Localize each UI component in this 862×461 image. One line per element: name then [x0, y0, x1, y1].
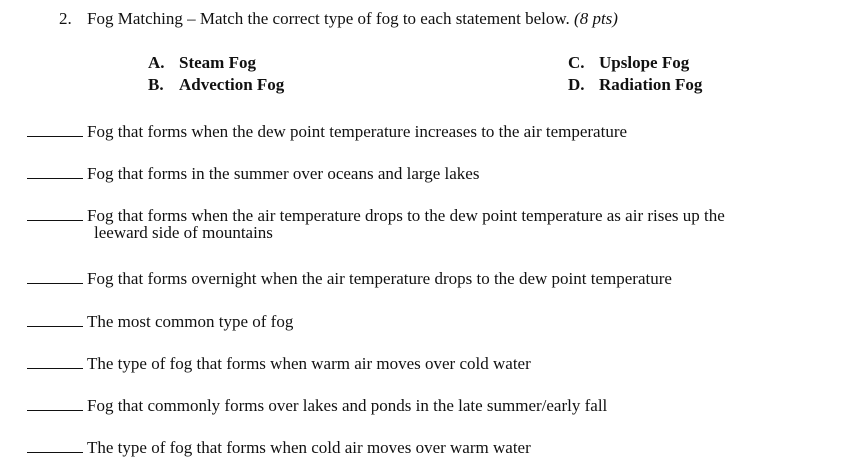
choice-letter: D.: [568, 75, 585, 94]
statement-text: Fog that forms overnight when the air temperature drops to the dew point temperature: [87, 269, 672, 288]
answer-blank[interactable]: [27, 118, 83, 137]
choice-label: Upslope Fog: [599, 53, 690, 72]
choice-letter: C.: [568, 53, 585, 72]
answer-blank[interactable]: [27, 265, 83, 284]
statement-text: The type of fog that forms when cold air moves over warm water: [87, 438, 531, 457]
statement-text: The most common type of fog: [87, 312, 294, 331]
answer-blank[interactable]: [27, 392, 83, 411]
statement-text: Fog that forms in the summer over oceans and large lakes: [87, 164, 480, 183]
choice-label: Advection Fog: [179, 75, 285, 94]
choice-letter: B.: [148, 75, 164, 94]
statement-item: [27, 265, 672, 289]
choice-label: Steam Fog: [179, 53, 256, 72]
question-points: (8 pts): [574, 9, 618, 28]
statement-text: Fog that commonly forms over lakes and ponds in the late summer/early fall: [87, 396, 608, 415]
question-number: 2.: [59, 9, 72, 28]
choice-b: [148, 75, 284, 95]
choice-c: [568, 53, 689, 73]
statement-item: [27, 160, 479, 184]
statement-item: [27, 434, 531, 458]
question-header: [59, 9, 618, 29]
statement-continuation: leeward side of mountains: [94, 223, 273, 242]
statement-text: Fog that forms when the dew point temperature increases to the air temperature: [87, 122, 628, 141]
statement-text: Fog that forms when the air temperature drops to the dew point temperature as air rises up the: [87, 206, 725, 225]
statement-item: [27, 202, 725, 242]
statement-text: The type of fog that forms when warm air moves over cold water: [87, 354, 531, 373]
answer-blank[interactable]: [27, 350, 83, 369]
statement-item: [27, 118, 627, 142]
answer-blank[interactable]: [27, 160, 83, 179]
choice-d: [568, 75, 702, 95]
choice-a: [148, 53, 256, 73]
answer-blank[interactable]: [27, 202, 83, 221]
choice-letter: A.: [148, 53, 165, 72]
statement-item: [27, 350, 531, 374]
statement-item: [27, 392, 607, 416]
answer-blank[interactable]: [27, 308, 83, 327]
answer-blank[interactable]: [27, 434, 83, 453]
statement-item: [27, 308, 293, 332]
question-title: Fog Matching – Match the correct type of fog to each statement below.: [87, 9, 570, 28]
choice-label: Radiation Fog: [599, 75, 703, 94]
